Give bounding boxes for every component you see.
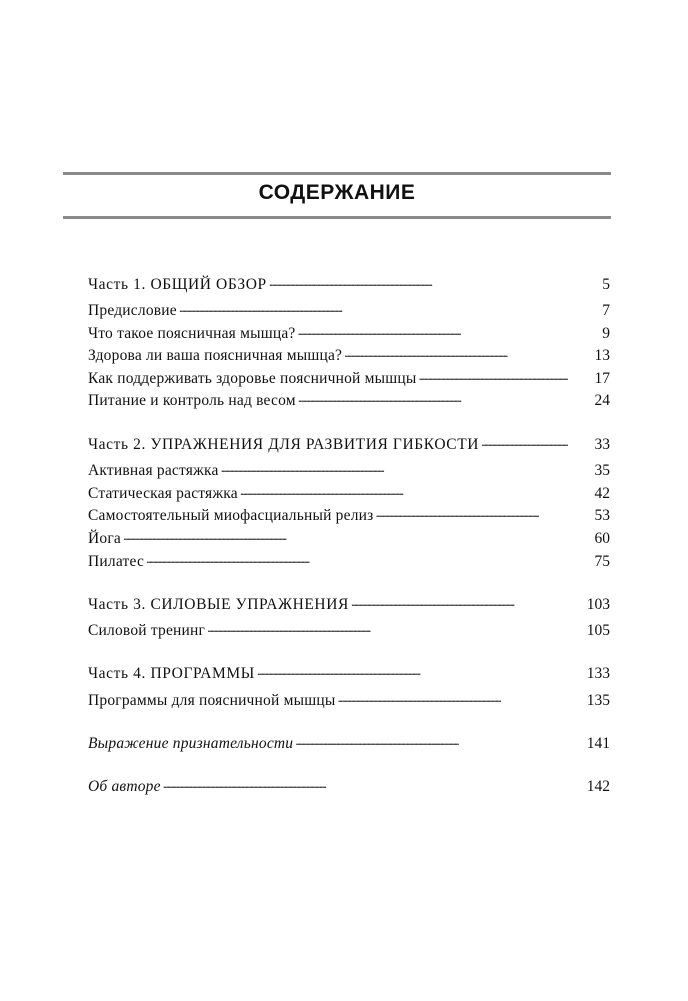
toc-page-number: 75 <box>594 552 610 570</box>
toc-chapter[interactable] <box>88 527 610 550</box>
toc-chapter-title: Йога <box>88 529 121 547</box>
dot-leader <box>163 776 568 792</box>
dot-leader <box>257 663 568 679</box>
toc-page-number: 141 <box>586 735 610 752</box>
toc-chapter[interactable] <box>88 460 610 483</box>
toc-page-number: 135 <box>586 691 610 709</box>
toc-acknowledgements[interactable] <box>88 733 610 756</box>
toc-chapter[interactable] <box>88 482 610 505</box>
toc-part-1 <box>88 273 610 413</box>
dot-leader <box>123 527 568 543</box>
toc-chapter-title: Об авторе <box>88 778 161 796</box>
dot-leader <box>146 550 568 566</box>
toc-chapter-title: Статическая растяжка <box>88 484 238 502</box>
toc-chapter-title: Силовой тренинг <box>88 622 206 640</box>
dot-leader <box>351 593 568 609</box>
dot-leader <box>295 733 568 749</box>
toc-page-number: 105 <box>586 622 610 640</box>
dot-leader <box>269 273 568 289</box>
toc-page-number: 53 <box>594 507 610 525</box>
toc-page-number: 9 <box>602 324 610 342</box>
dot-leader <box>344 345 568 361</box>
toc-chapter-title: Программы для поясничной мышцы <box>88 691 336 709</box>
dot-leader <box>221 460 568 476</box>
toc-chapter[interactable] <box>88 345 610 368</box>
toc-page-number: 7 <box>602 302 610 320</box>
toc-chapter[interactable] <box>88 300 610 323</box>
toc-part-title: Часть 1. ОБЩИЙ ОБЗОР <box>88 275 267 293</box>
toc-chapter[interactable] <box>88 505 610 528</box>
toc-chapter-title: Предисловие <box>88 302 177 320</box>
dot-leader <box>240 482 568 498</box>
page-title: СОДЕРЖАНИЕ <box>258 181 416 204</box>
toc-page-number: 42 <box>594 484 610 502</box>
toc-part-heading[interactable] <box>88 593 610 616</box>
toc-page-number: 5 <box>602 275 610 293</box>
title-bottom-rule <box>63 216 611 219</box>
toc-part-title: Часть 3. СИЛОВЫЕ УПРАЖНЕНИЯ <box>88 595 349 613</box>
toc-chapter-title: Что такое поясничная мышца? <box>88 324 296 342</box>
toc-page-number: 17 <box>594 369 610 387</box>
toc-part-heading[interactable] <box>88 663 610 686</box>
dot-leader <box>337 689 568 705</box>
dot-leader <box>375 505 568 521</box>
toc-part-3 <box>88 593 610 642</box>
toc-about-author[interactable] <box>88 776 610 799</box>
toc-chapter[interactable] <box>88 689 610 712</box>
toc-part-title: Часть 4. ПРОГРАММЫ <box>88 665 255 683</box>
toc-page-number: 103 <box>586 595 610 613</box>
toc-part-heading[interactable] <box>88 273 610 296</box>
title-top-rule <box>63 172 611 175</box>
toc-page-number: 60 <box>594 529 610 547</box>
toc-chapter-title: Питание и контроль над весом <box>88 392 296 410</box>
dot-leader <box>481 433 568 449</box>
toc-chapter[interactable] <box>88 390 610 413</box>
toc-page-number: 133 <box>586 665 610 683</box>
toc-page-number: 33 <box>594 435 610 453</box>
dot-leader <box>298 390 568 406</box>
toc-chapter-title: Активная растяжка <box>88 462 219 480</box>
toc-part-2 <box>88 433 610 573</box>
toc-page-number: 13 <box>594 347 610 365</box>
toc-part-4 <box>88 663 610 712</box>
toc-chapter-title: Самостоятельный миофасциальный релиз <box>88 507 374 525</box>
toc-part-title: Часть 2. УПРАЖНЕНИЯ ДЛЯ РАЗВИТИЯ ГИБКОСТИ <box>88 435 480 453</box>
dot-leader <box>297 322 568 338</box>
toc-page-number: 142 <box>586 778 610 796</box>
toc-page-number: 35 <box>594 462 610 480</box>
toc-chapter[interactable] <box>88 620 610 643</box>
dot-leader <box>418 367 568 383</box>
dot-leader <box>207 620 568 636</box>
toc-chapter-title: Выражение признательности <box>88 735 294 752</box>
toc-chapter-title: Пилатес <box>88 552 145 570</box>
toc-chapter-title: Здорова ли ваша поясничная мышца? <box>88 347 343 365</box>
dot-leader <box>179 300 568 316</box>
toc-chapter[interactable] <box>88 322 610 345</box>
toc-page-number: 24 <box>594 392 610 410</box>
toc-chapter[interactable] <box>88 550 610 573</box>
toc-chapter-title: Как поддерживать здоровье поясничной мышцы <box>88 369 417 387</box>
table-of-contents <box>88 273 610 798</box>
toc-part-heading[interactable] <box>88 433 610 456</box>
toc-chapter[interactable] <box>88 367 610 390</box>
